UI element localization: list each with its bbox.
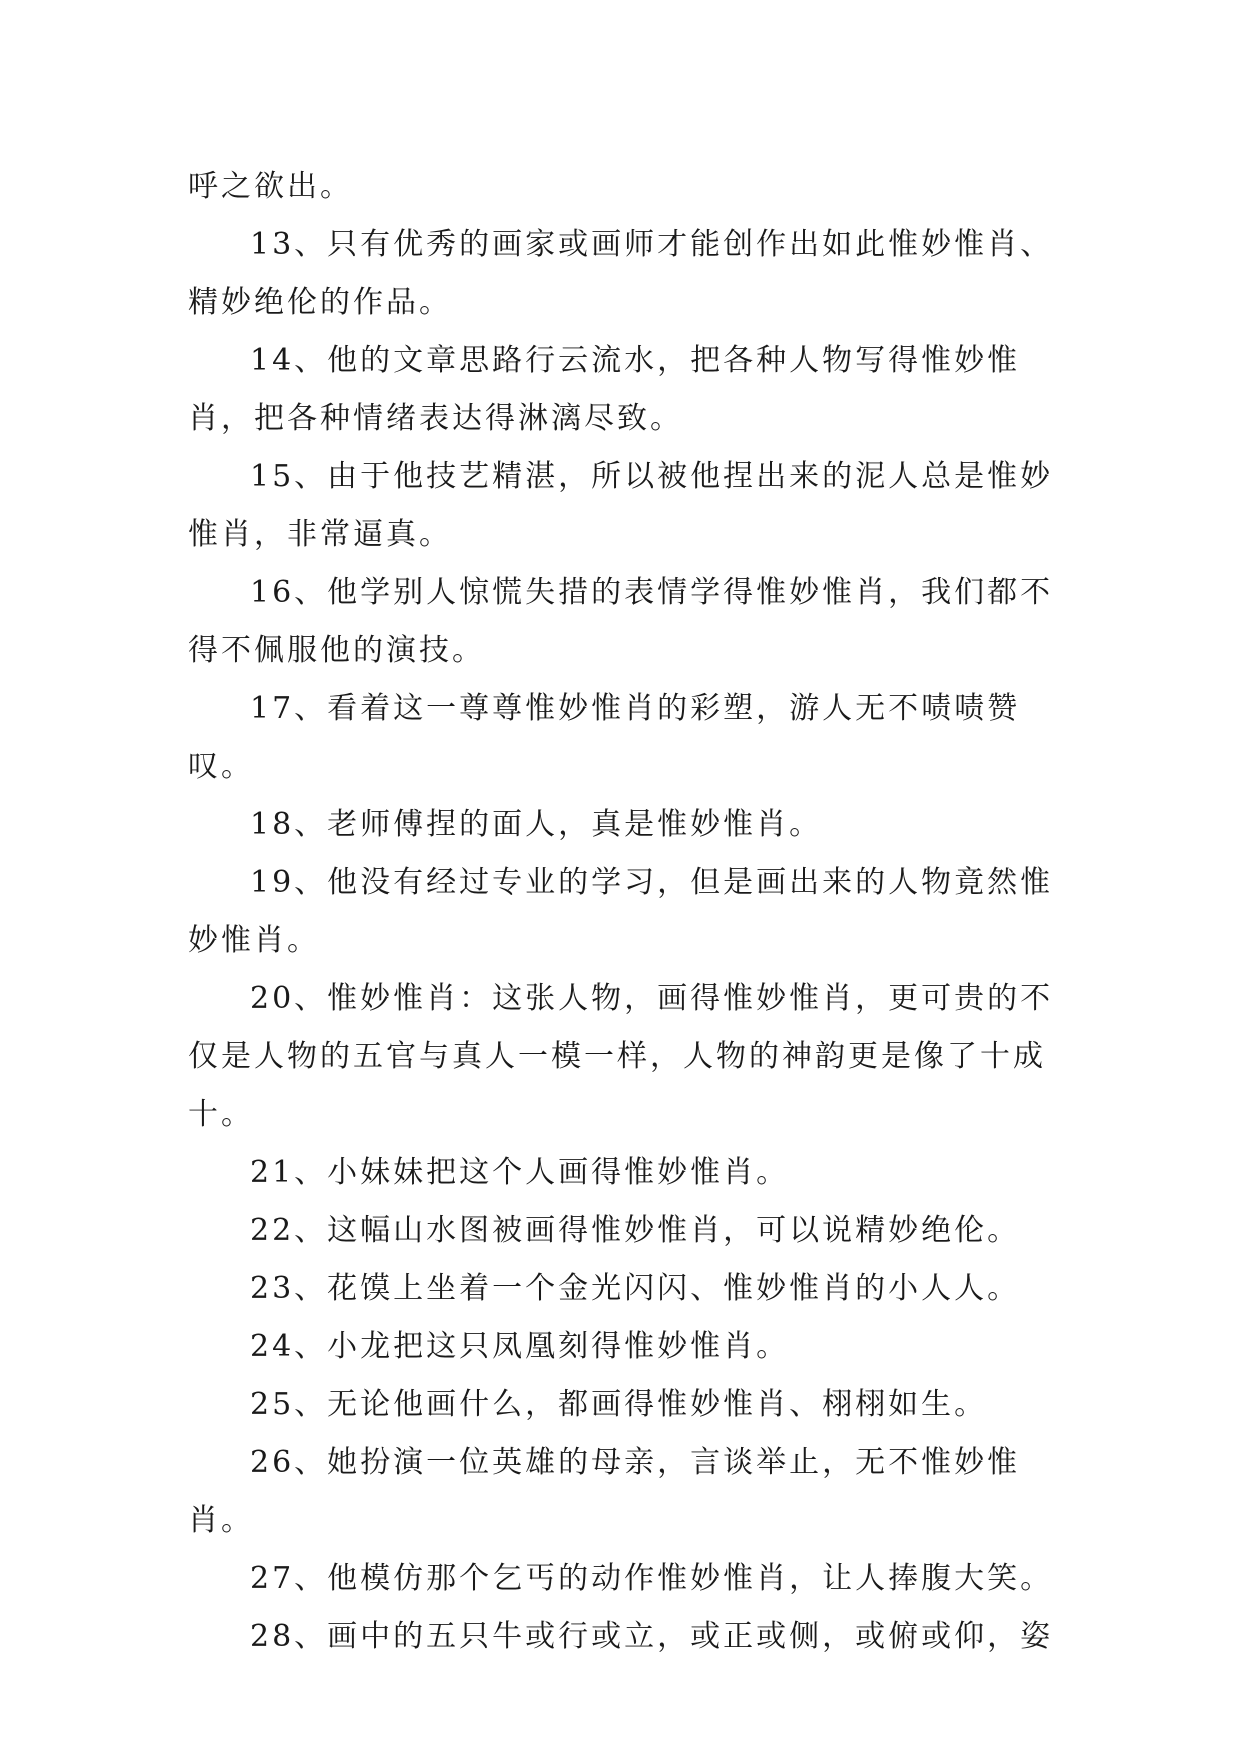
paragraph: 23、花馍上坐着一个金光闪闪、惟妙惟肖的小人人。	[250, 1271, 1021, 1306]
paragraph: 呼之欲出。	[188, 169, 353, 204]
paragraph: 26、她扮演一位英雄的母亲，言谈举止，无不惟妙惟肖。	[188, 1445, 1021, 1538]
paragraph: 14、他的文章思路行云流水，把各种人物写得惟妙惟肖，把各种情绪表达得淋漓尽致。	[188, 343, 1021, 436]
paragraph: 27、他模仿那个乞丐的动作惟妙惟肖，让人捧腹大笑。	[250, 1561, 1054, 1596]
paragraph: 25、无论他画什么，都画得惟妙惟肖、栩栩如生。	[250, 1387, 988, 1422]
paragraph: 19、他没有经过专业的学习，但是画出来的人物竟然惟妙惟肖。	[188, 865, 1054, 958]
paragraph: 18、老师傅捏的面人，真是惟妙惟肖。	[250, 807, 823, 842]
paragraph: 13、只有优秀的画家或画师才能创作出如此惟妙惟肖、精妙绝伦的作品。	[188, 227, 1054, 320]
paragraph: 15、由于他技艺精湛，所以被他捏出来的泥人总是惟妙惟肖，非常逼真。	[188, 459, 1054, 552]
paragraph: 24、小龙把这只凤凰刻得惟妙惟肖。	[250, 1329, 790, 1364]
paragraph: 20、惟妙惟肖：这张人物，画得惟妙惟肖，更可贵的不仅是人物的五官与真人一模一样，人物的神韵更是像了十成十。	[188, 981, 1054, 1132]
paragraph: 21、小妹妹把这个人画得惟妙惟肖。	[250, 1155, 790, 1190]
body-text	[188, 158, 1068, 1666]
paragraph: 16、他学别人惊慌失措的表情学得惟妙惟肖，我们都不得不佩服他的演技。	[188, 575, 1054, 668]
paragraph: 22、这幅山水图被画得惟妙惟肖，可以说精妙绝伦。	[250, 1213, 1021, 1248]
paragraph: 17、看着这一尊尊惟妙惟肖的彩塑，游人无不啧啧赞叹。	[188, 691, 1021, 784]
paragraph: 28、画中的五只牛或行或立，或正或侧，或俯或仰，姿	[250, 1619, 1054, 1654]
